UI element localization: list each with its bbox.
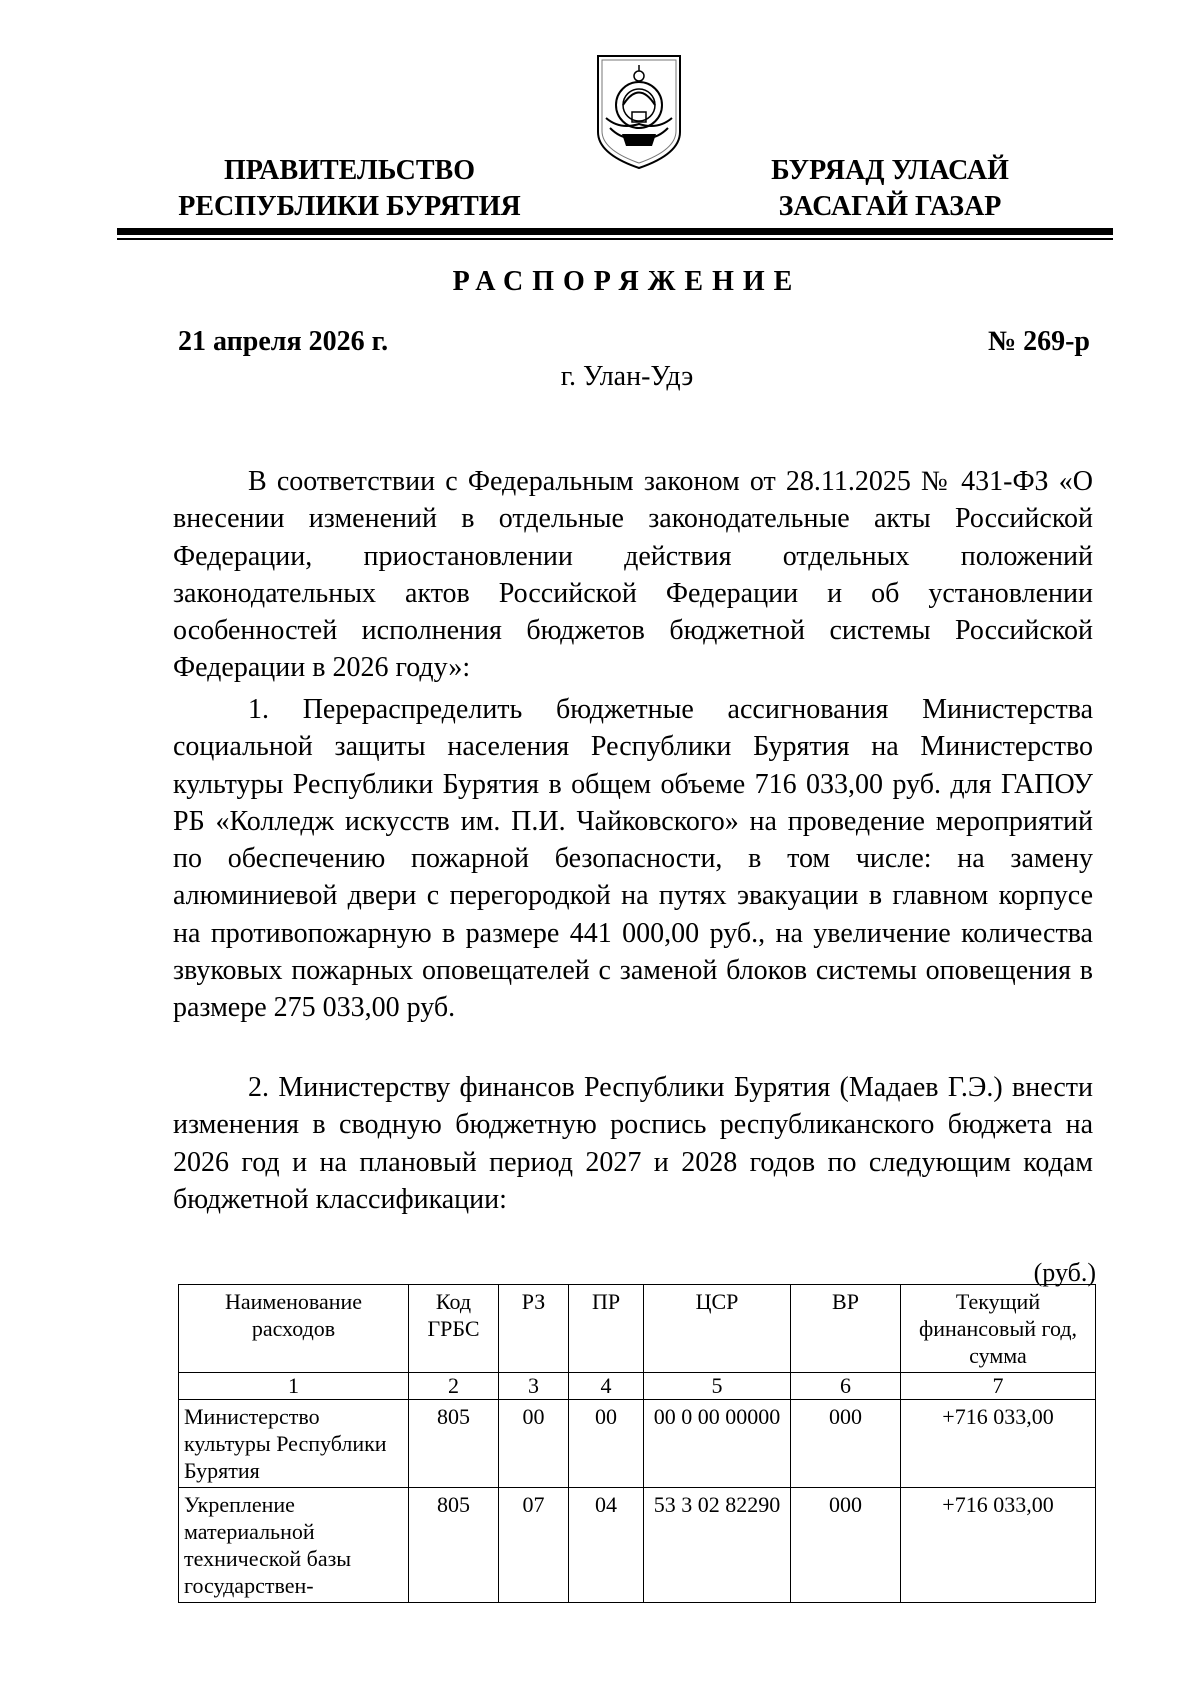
csr-cell: 00 0 00 00000 [644,1400,791,1488]
pr-cell: 04 [569,1488,644,1603]
expense-name-cell: Укрепление материальной технической базы государствен- [179,1488,409,1603]
organization-name-buryat [740,153,1040,225]
header-cell-rz: РЗ [499,1285,569,1373]
column-number: 5 [644,1373,791,1400]
vr-cell: 000 [791,1488,901,1603]
amount-cell: +716 033,00 [901,1488,1096,1603]
clause-2-paragraph: 2. Министерству финансов Республики Бурятия (Мадаев Г.Э.) внести изменения в сводную бюджетную роспись республиканского бюджета на 2026 год и на плановый период 2027 и 2028 годов по следующим кодам бюджетной классификации: [173,1072,1093,1215]
grbs-code-cell: 805 [409,1400,499,1488]
organization-name-russian [162,153,537,225]
column-number: 4 [569,1373,644,1400]
document-number: № 269-р [987,326,1090,357]
rz-cell: 07 [499,1488,569,1603]
pr-cell: 00 [569,1400,644,1488]
header-cell-name: Наименование расходов [179,1285,409,1373]
column-number: 6 [791,1373,901,1400]
header-cell-vr: ВР [791,1285,901,1373]
clause-1-paragraph: 1. Перераспределить бюджетные ассигнования Министерства социальной защиты населения Республики Бурятия на Министерство культуры Республики Бурятия в общем объеме 716 033,00 руб. для ГАПОУ РБ «Колледж искусств им. П.И. Чайковского» на проведение мероприятий по обеспечению пожарной безопасности, в том числе: на замену алюминиевой двери с перегородкой на путях эвакуации в главном корпусе на противопожарную в размере 441 000,00 руб., на увеличение количества звуковых пожарных оповещателей с заменой блоков системы оповещения в размере 275 033,00 руб. [173,694,1093,1024]
org-left-line-1: ПРАВИТЕЛЬСТВО [224,155,475,186]
column-number: 2 [409,1373,499,1400]
expense-name-cell: Министерство культуры Республики Бурятия [179,1400,409,1488]
header-cell-csr: ЦСР [644,1285,791,1373]
header-cell-pr: ПР [569,1285,644,1373]
document-city: г. Улан-Удэ [560,361,694,392]
coat-of-arms-icon [592,50,686,172]
preamble-paragraph: В соответствии с Федеральным законом от 28.11.2025 № 431-ФЗ «О внесении изменений в отдельные законодательные акты Российской Федерации, приостановлении действия отдельных положений законодательных актов Российской Федерации и об установлении особенностей исполнения бюджетов бюджетной системы Российской Федерации в 2026 году»: [173,466,1093,684]
document-date: 21 апреля 2026 г. [178,326,389,357]
org-left-line-2: РЕСПУБЛИКИ БУРЯТИЯ [178,191,521,222]
header-cell-grbs: Код ГРБС [409,1285,499,1373]
org-right-line-1: БУРЯАД УЛАСАЙ [771,155,1009,186]
document-title: РАСПОРЯЖЕНИЕ [452,266,802,297]
table-header-row [179,1285,1096,1373]
column-number-row [179,1373,1096,1400]
table-row [179,1400,1096,1488]
table-row [179,1488,1096,1603]
org-right-line-2: ЗАСАГАЙ ГАЗАР [778,191,1002,222]
amount-cell: +716 033,00 [901,1400,1096,1488]
column-number: 7 [901,1373,1096,1400]
header-cell-amount: Текущий финансовый год, сумма [901,1285,1096,1373]
column-number: 1 [179,1373,409,1400]
grbs-code-cell: 805 [409,1488,499,1603]
rz-cell: 00 [499,1400,569,1488]
budget-classification-table [178,1284,1096,1603]
table-unit-label: (руб.) [1033,1258,1096,1287]
header-divider-thick [117,228,1113,235]
vr-cell: 000 [791,1400,901,1488]
header-divider-thin [117,238,1113,240]
column-number: 3 [499,1373,569,1400]
csr-cell: 53 3 02 82290 [644,1488,791,1603]
